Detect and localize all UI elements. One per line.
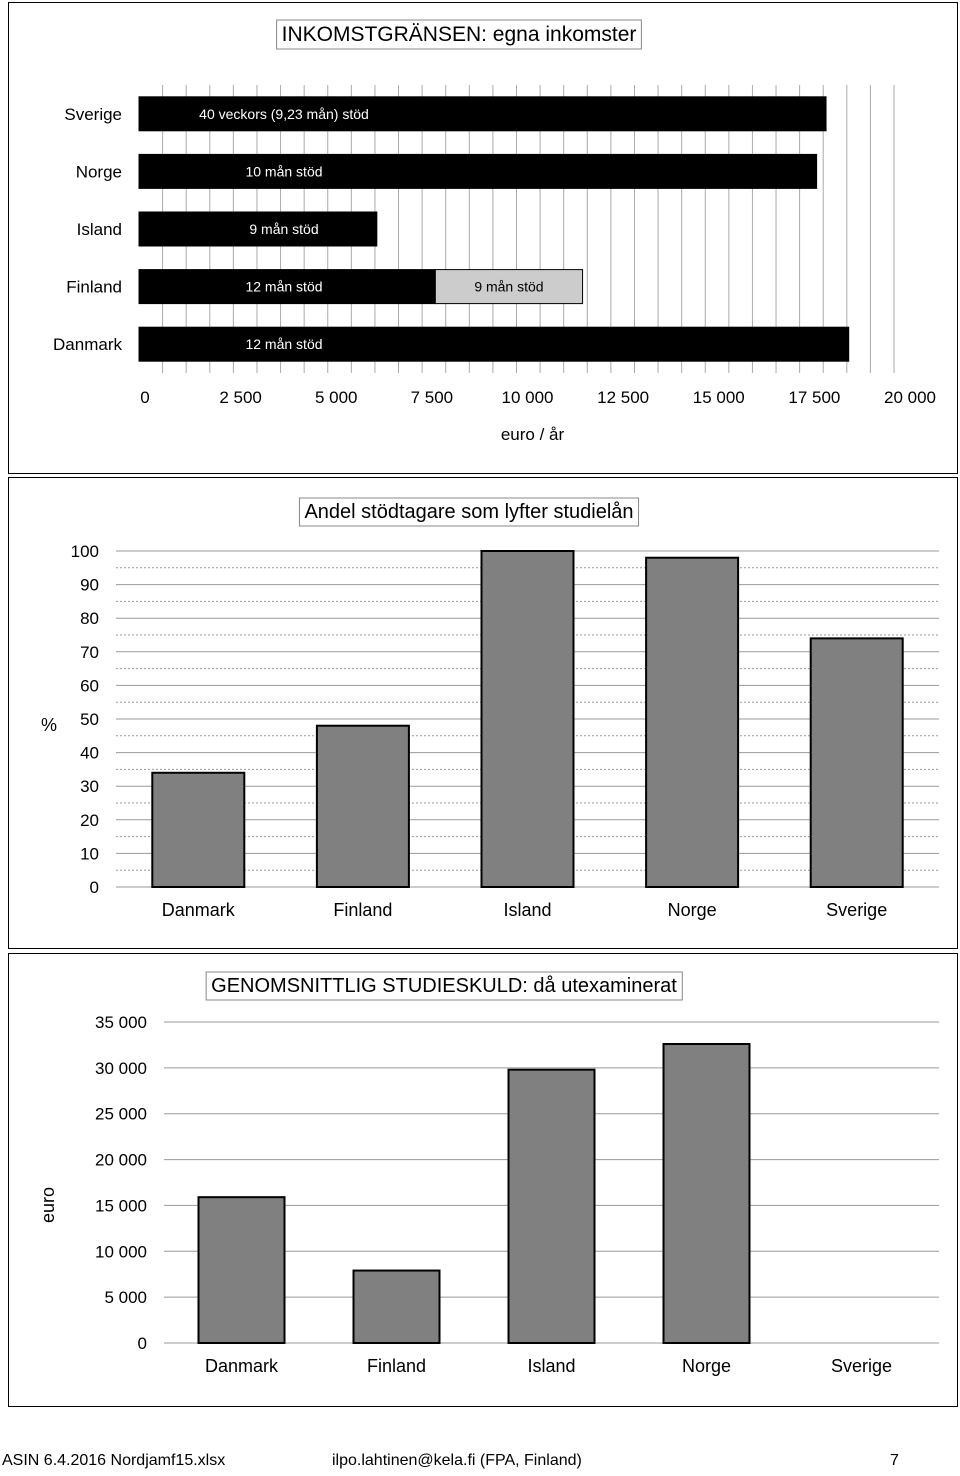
x-tick-label: Danmark	[161, 900, 235, 920]
bar	[664, 1044, 750, 1343]
income-limit-chart	[9, 3, 959, 475]
x-tick-label: 2 500	[219, 388, 262, 407]
y-tick-label: 35 000	[95, 1013, 147, 1032]
bar	[317, 726, 409, 887]
y-tick-label: 70	[80, 642, 99, 662]
y-tick-label: 10	[80, 844, 99, 864]
y-tick-label: 40	[80, 743, 99, 763]
income-limit-chart-panel	[8, 2, 958, 474]
x-tick-label: Island	[503, 900, 552, 920]
y-tick-label: 0	[89, 878, 99, 897]
y-tick-label: 25 000	[95, 1104, 147, 1124]
footer-contact: ilpo.lahtinen@kela.fi (FPA, Finland)	[332, 1452, 582, 1469]
x-axis-title: euro / år	[500, 425, 565, 444]
footer-page-number: 7	[890, 1452, 899, 1469]
category-label: Island	[76, 220, 122, 239]
bar-segment	[139, 154, 817, 188]
bar	[152, 773, 244, 887]
category-label: Norge	[75, 162, 122, 182]
chart-title: Andel stödtagare som lyfter studielån	[304, 501, 634, 523]
y-axis-title: euro	[38, 1186, 58, 1224]
bar-label: 9 mån stöd	[249, 221, 319, 237]
x-tick-label: 17 500	[788, 388, 841, 407]
y-axis-title: %	[40, 715, 58, 735]
x-tick-label: 7 500	[410, 388, 454, 407]
x-tick-label: 10 000	[501, 388, 554, 407]
y-tick-label: 20 000	[95, 1150, 147, 1170]
bar-label: 12 mån stöd	[245, 336, 323, 353]
x-tick-label: 15 000	[692, 388, 745, 407]
bar	[811, 638, 903, 887]
category-label: Danmark	[53, 335, 122, 355]
y-tick-label: 10 000	[95, 1242, 147, 1262]
x-tick-label: Norge	[681, 1356, 732, 1376]
y-tick-label: 0	[137, 1334, 147, 1353]
x-tick-label: Finland	[333, 900, 393, 920]
bar-label: 9 mån stöd	[474, 278, 544, 295]
y-tick-label: 60	[80, 676, 99, 696]
study-debt-chart-panel	[8, 953, 958, 1407]
bar-label: 40 veckors (9,23 mån) stöd	[199, 105, 369, 122]
x-tick-label: 0	[140, 388, 150, 407]
x-tick-label: Norge	[667, 900, 717, 920]
x-tick-label: Sverige	[826, 900, 888, 920]
x-tick-label: 5 000	[314, 388, 358, 407]
x-tick-label: Sverige	[830, 1356, 893, 1376]
study-debt-chart	[9, 954, 959, 1408]
footer-source: ASIN 6.4.2016 Nordjamf15.xlsx	[2, 1452, 226, 1469]
y-tick-label: 90	[80, 575, 99, 595]
x-tick-label: 20 000	[884, 388, 936, 407]
loan-share-chart-panel	[8, 477, 958, 949]
bar	[199, 1197, 285, 1343]
bar-label: 12 mån stöd	[245, 278, 323, 295]
bar	[354, 1271, 440, 1343]
bar	[646, 558, 738, 887]
x-tick-label: 12 500	[597, 388, 650, 407]
loan-share-chart	[9, 478, 959, 950]
y-tick-label: 5 000	[104, 1288, 147, 1308]
x-tick-label: Danmark	[204, 1356, 279, 1376]
chart-title: GENOMSNITTLIG STUDIESKULD: då utexaminerat	[211, 975, 677, 997]
y-tick-label: 100	[70, 542, 99, 561]
y-tick-label: 50	[80, 710, 99, 729]
bar-label: 10 mån stöd	[245, 163, 323, 180]
y-tick-label: 30 000	[95, 1058, 147, 1078]
x-tick-label: Island	[527, 1356, 576, 1376]
x-tick-label: Finland	[366, 1356, 427, 1376]
chart-title: INKOMSTGRÄNSEN: egna inkomster	[281, 23, 637, 46]
y-tick-label: 30	[80, 777, 99, 797]
y-tick-label: 15 000	[95, 1196, 147, 1216]
bar	[509, 1070, 595, 1343]
category-label: Finland	[66, 277, 122, 297]
category-label: Sverige	[64, 104, 122, 124]
bar	[482, 551, 574, 887]
y-tick-label: 80	[80, 609, 99, 629]
y-tick-label: 20	[80, 810, 99, 830]
